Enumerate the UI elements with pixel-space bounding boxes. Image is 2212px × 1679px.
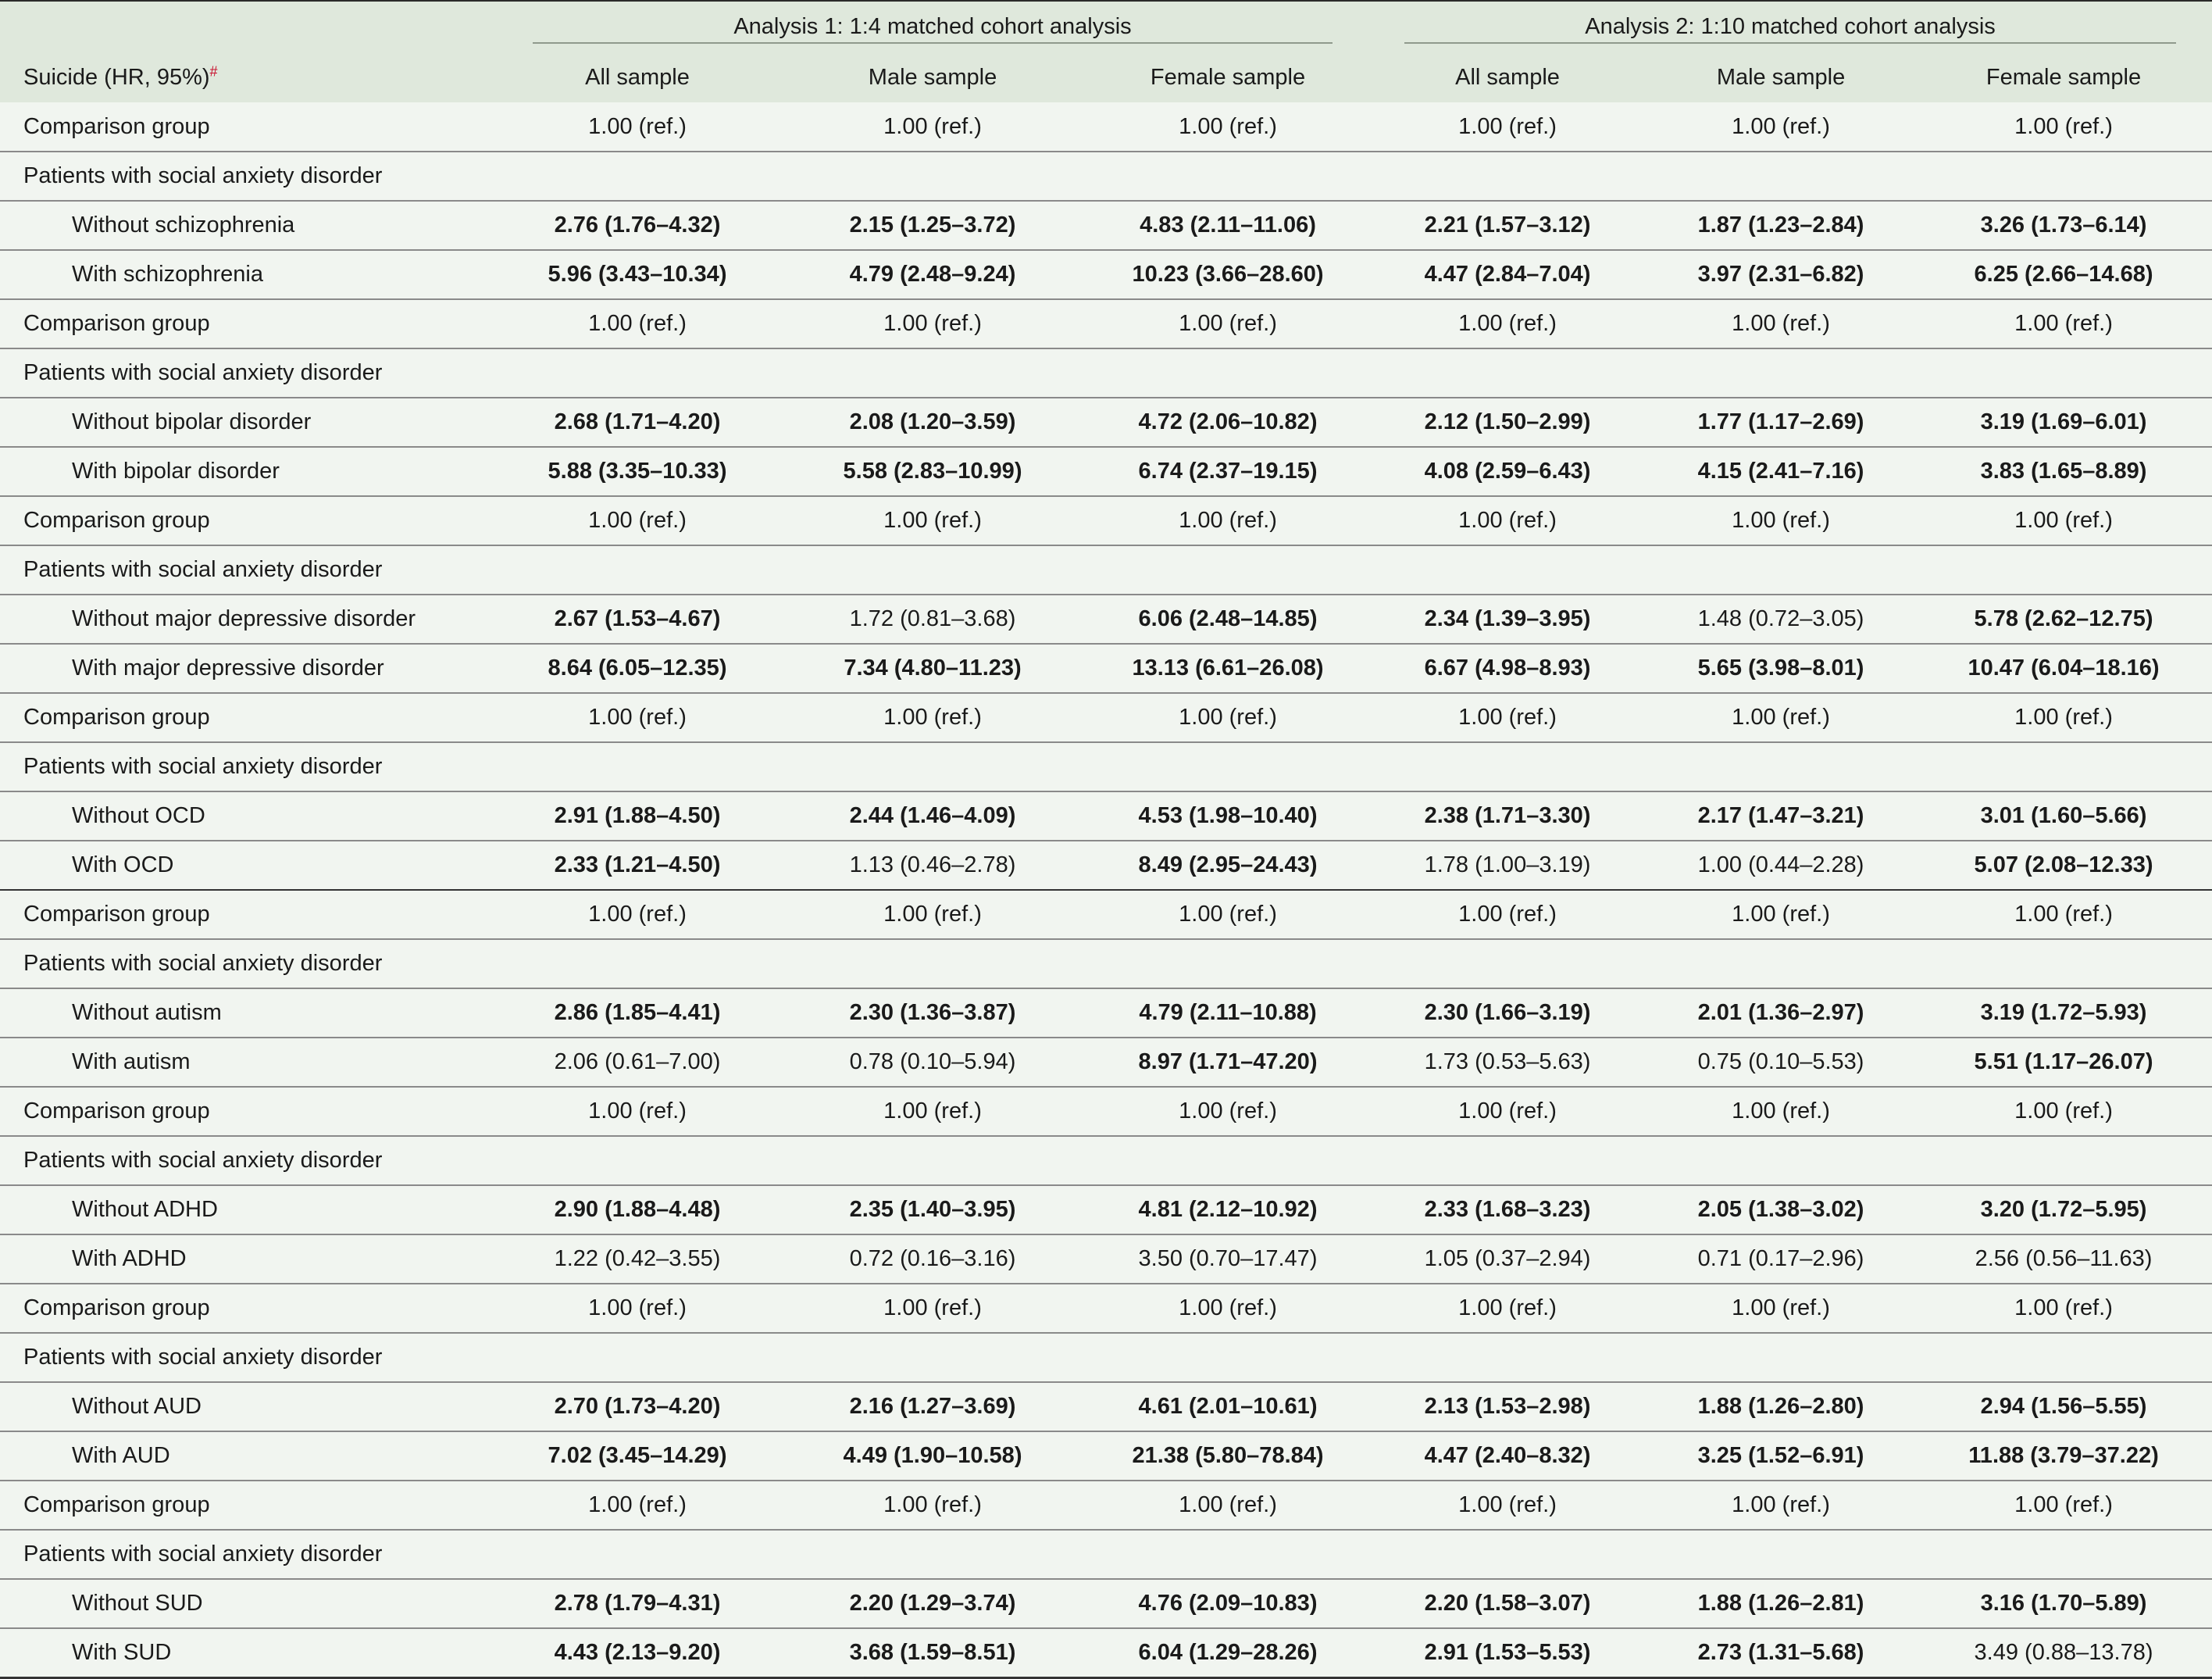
table-cell: 2.16 (1.27–3.69) (849, 1394, 1016, 1419)
table-cell: 1.00 (ref.) (1179, 1492, 1277, 1517)
row-label: Patients with social anxiety disorder (23, 360, 383, 385)
table-cell: 1.00 (ref.) (883, 113, 982, 139)
table-cell: 4.08 (2.59–6.43) (1424, 459, 1591, 484)
table-cell: 5.96 (3.43–10.34) (548, 262, 727, 287)
table-row (0, 595, 2212, 644)
table-row (0, 841, 2212, 890)
table-cell: 1.00 (ref.) (2014, 113, 2113, 139)
row-label: Without OCD (72, 803, 205, 828)
table-cell: 1.00 (ref.) (1732, 705, 1830, 730)
table-cell: 1.00 (ref.) (1179, 113, 1277, 139)
row-label: With AUD (72, 1443, 170, 1468)
group-row-spacer (497, 1333, 2212, 1382)
table-cell: 2.05 (1.38–3.02) (1697, 1197, 1864, 1222)
header-group-row (0, 1, 2212, 52)
row-label: With ADHD (72, 1246, 187, 1271)
table-cell: 1.00 (ref.) (1732, 113, 1830, 139)
table-row (0, 1382, 2212, 1431)
table-cell: 1.00 (ref.) (1179, 705, 1277, 730)
header-column-row (0, 52, 2212, 102)
header-stub-blank (0, 1, 497, 52)
table-cell: 1.00 (ref.) (2014, 902, 2113, 927)
table-cell: 1.78 (1.00–3.19) (1424, 852, 1591, 877)
table-cell: 21.38 (5.80–78.84) (1132, 1443, 1324, 1468)
table-row (0, 1087, 2212, 1136)
table-row (0, 1038, 2212, 1087)
table-cell: 1.00 (ref.) (1179, 1098, 1277, 1124)
table-cell: 4.47 (2.40–8.32) (1424, 1443, 1591, 1468)
table-cell: 2.67 (1.53–4.67) (554, 606, 721, 631)
table-cell: 1.00 (ref.) (1732, 508, 1830, 533)
table-row (0, 939, 2212, 988)
row-label: Patients with social anxiety disorder (23, 1541, 383, 1566)
row-label: Without schizophrenia (72, 213, 295, 238)
column-header: All sample (585, 64, 690, 90)
table-cell: 3.83 (1.65–8.89) (1980, 459, 2147, 484)
table-cell: 8.97 (1.71–47.20) (1138, 1049, 1318, 1074)
table-row (0, 398, 2212, 447)
table-cell: 1.00 (ref.) (1732, 1098, 1830, 1124)
table-cell: 1.00 (ref.) (1458, 508, 1557, 533)
table-cell: 4.49 (1.90–10.58) (843, 1443, 1022, 1468)
table-cell: 1.13 (0.46–2.78) (849, 852, 1016, 877)
table-cell: 2.56 (0.56–11.63) (1975, 1246, 2153, 1271)
row-label: Without autism (72, 1000, 222, 1025)
table-cell: 3.50 (0.70–17.47) (1138, 1246, 1318, 1271)
table-cell: 5.65 (3.98–8.01) (1697, 656, 1864, 681)
table-cell: 1.73 (0.53–5.63) (1424, 1049, 1591, 1074)
table-cell: 1.77 (1.17–2.69) (1697, 409, 1864, 434)
table-cell: 1.00 (ref.) (2014, 1295, 2113, 1320)
group-row-spacer (497, 1136, 2212, 1185)
table-cell: 1.00 (ref.) (883, 902, 982, 927)
table-cell: 2.78 (1.79–4.31) (554, 1591, 721, 1616)
table-cell: 2.20 (1.58–3.07) (1424, 1591, 1591, 1616)
row-label: Comparison group (23, 1492, 210, 1517)
table-cell: 1.00 (ref.) (883, 508, 982, 533)
table-cell: 2.91 (1.53–5.53) (1424, 1639, 1591, 1665)
row-label: Comparison group (23, 902, 210, 927)
table-cell: 1.00 (ref.) (588, 902, 687, 927)
group-row-spacer (497, 939, 2212, 988)
table-cell: 2.91 (1.88–4.50) (554, 803, 721, 828)
table-cell: 1.00 (ref.) (883, 1492, 982, 1517)
table-row (0, 1284, 2212, 1333)
table-cell: 1.72 (0.81–3.68) (849, 606, 1016, 631)
table-cell: 1.00 (ref.) (2014, 705, 2113, 730)
table-row (0, 348, 2212, 398)
table-row (0, 1136, 2212, 1185)
row-label: With major depressive disorder (72, 656, 384, 681)
table-cell: 6.04 (1.29–28.26) (1138, 1639, 1318, 1665)
table-cell: 1.00 (ref.) (588, 508, 687, 533)
table-row (0, 693, 2212, 742)
table-cell: 5.78 (2.62–12.75) (1974, 606, 2153, 631)
table-cell: 4.43 (2.13–9.20) (554, 1639, 721, 1665)
table-cell: 1.00 (ref.) (2014, 1098, 2113, 1124)
table-cell: 2.70 (1.73–4.20) (554, 1394, 721, 1419)
table-row (0, 1431, 2212, 1481)
table-cell: 6.74 (2.37–19.15) (1138, 459, 1318, 484)
table-cell: 3.49 (0.88–13.78) (1974, 1639, 2153, 1665)
table-cell: 3.01 (1.60–5.66) (1980, 803, 2147, 828)
table-cell: 6.25 (2.66–14.68) (1974, 262, 2153, 287)
row-label: Without AUD (72, 1394, 202, 1419)
group-row-spacer (497, 152, 2212, 201)
table-cell: 2.38 (1.71–3.30) (1424, 803, 1591, 828)
table-cell: 2.13 (1.53–2.98) (1424, 1394, 1591, 1419)
table-cell: 1.00 (ref.) (1732, 1492, 1830, 1517)
table-row (0, 447, 2212, 496)
table-cell: 2.17 (1.47–3.21) (1697, 803, 1864, 828)
table-header (0, 1, 2212, 102)
row-label: With bipolar disorder (72, 459, 280, 484)
table-cell: 4.79 (2.11–10.88) (1139, 1000, 1317, 1025)
row-label: With schizophrenia (72, 262, 263, 287)
table-cell: 1.00 (0.44–2.28) (1697, 852, 1864, 877)
table-cell: 1.00 (ref.) (588, 1492, 687, 1517)
row-label: Patients with social anxiety disorder (23, 557, 383, 582)
table-cell: 1.00 (ref.) (1179, 1295, 1277, 1320)
row-label: Without major depressive disorder (72, 606, 416, 631)
row-label: Comparison group (23, 705, 210, 730)
table-cell: 4.61 (2.01–10.61) (1138, 1394, 1318, 1419)
group-row-spacer (497, 545, 2212, 595)
table-cell: 10.47 (6.04–18.16) (1968, 656, 2160, 681)
table-cell: 2.35 (1.40–3.95) (849, 1197, 1016, 1222)
table-cell: 3.25 (1.52–6.91) (1697, 1443, 1864, 1468)
table-cell: 6.06 (2.48–14.85) (1138, 606, 1318, 631)
table-cell: 3.20 (1.72–5.95) (1980, 1197, 2147, 1222)
table-cell: 2.94 (1.56–5.55) (1980, 1394, 2147, 1419)
table-row (0, 742, 2212, 791)
table-cell: 1.00 (ref.) (2014, 311, 2113, 336)
table-cell: 2.30 (1.66–3.19) (1424, 1000, 1591, 1025)
header-group-analysis-2-label: Analysis 2: 1:10 matched cohort analysis (1585, 13, 1996, 39)
table-cell: 4.15 (2.41–7.16) (1697, 459, 1864, 484)
table-row (0, 299, 2212, 348)
table-cell: 6.67 (4.98–8.93) (1424, 656, 1591, 681)
row-label: Comparison group (23, 1295, 210, 1320)
table-cell: 1.00 (ref.) (1732, 1295, 1830, 1320)
row-label: Comparison group (23, 1098, 210, 1124)
column-header: All sample (1455, 64, 1560, 90)
table-cell: 3.19 (1.69–6.01) (1980, 409, 2147, 434)
table-row (0, 250, 2212, 299)
row-label: Patients with social anxiety disorder (23, 163, 383, 188)
table-cell: 1.00 (ref.) (1458, 1098, 1557, 1124)
table-cell: 1.00 (ref.) (1458, 113, 1557, 139)
table-cell: 2.06 (0.61–7.00) (554, 1049, 721, 1074)
table-row (0, 102, 2212, 152)
group-row-spacer (497, 348, 2212, 398)
row-label: Comparison group (23, 311, 210, 336)
table-cell: 1.87 (1.23–2.84) (1697, 213, 1864, 238)
column-header: Female sample (1150, 64, 1306, 90)
row-label: Comparison group (23, 113, 210, 139)
table-cell: 2.20 (1.29–3.74) (849, 1591, 1016, 1616)
row-label: Without SUD (72, 1591, 203, 1616)
header-stub-label: Suicide (HR, 95%)# (23, 63, 218, 90)
table-row (0, 1234, 2212, 1284)
table-cell: 4.76 (2.09–10.83) (1138, 1591, 1318, 1616)
table-cell: 2.33 (1.21–4.50) (554, 852, 721, 877)
table-cell: 1.00 (ref.) (2014, 508, 2113, 533)
table-row (0, 152, 2212, 201)
table-cell: 4.83 (2.11–11.06) (1140, 213, 1316, 238)
table-cell: 1.00 (ref.) (883, 1295, 982, 1320)
row-label: Patients with social anxiety disorder (23, 951, 383, 976)
table-cell: 1.00 (ref.) (1458, 311, 1557, 336)
group-row-spacer (497, 742, 2212, 791)
table-cell: 1.88 (1.26–2.81) (1697, 1591, 1864, 1616)
table-row (0, 791, 2212, 841)
table-cell: 8.49 (2.95–24.43) (1138, 852, 1318, 877)
table-cell: 1.00 (ref.) (1732, 311, 1830, 336)
table-cell: 1.00 (ref.) (1732, 902, 1830, 927)
table-cell: 2.21 (1.57–3.12) (1424, 213, 1591, 238)
table-cell: 1.00 (ref.) (588, 1098, 687, 1124)
table-cell: 3.68 (1.59–8.51) (849, 1639, 1016, 1665)
table-cell: 11.88 (3.79–37.22) (1968, 1443, 2159, 1468)
table-cell: 2.33 (1.68–3.23) (1424, 1197, 1591, 1222)
table-cell: 1.00 (ref.) (883, 311, 982, 336)
header-group-analysis-1-label: Analysis 1: 1:4 matched cohort analysis (733, 13, 1132, 39)
table-cell: 2.12 (1.50–2.99) (1424, 409, 1591, 434)
table-cell: 1.00 (ref.) (1179, 508, 1277, 533)
table-cell: 8.64 (6.05–12.35) (548, 656, 727, 681)
table-row (0, 1481, 2212, 1530)
table-cell: 4.79 (2.48–9.24) (849, 262, 1016, 287)
table-cell: 3.19 (1.72–5.93) (1980, 1000, 2147, 1025)
table-row (0, 988, 2212, 1038)
header-group-analysis-2 (1368, 1, 2212, 52)
table-cell: 3.97 (2.31–6.82) (1697, 262, 1864, 287)
column-header: Female sample (1985, 64, 2142, 90)
table-cell: 5.58 (2.83–10.99) (843, 459, 1022, 484)
table-cell: 1.00 (ref.) (588, 311, 687, 336)
table-cell: 0.75 (0.10–5.53) (1697, 1049, 1864, 1074)
table-cell: 1.00 (ref.) (883, 705, 982, 730)
table-cell: 3.16 (1.70–5.89) (1980, 1591, 2147, 1616)
group-row-spacer (497, 1530, 2212, 1579)
table-cell: 1.00 (ref.) (1458, 1492, 1557, 1517)
header-group-analysis-1 (497, 1, 1368, 52)
table-row (0, 1579, 2212, 1628)
table-cell: 2.34 (1.39–3.95) (1424, 606, 1591, 631)
table-cell: 2.44 (1.46–4.09) (849, 803, 1016, 828)
table-cell: 1.48 (0.72–3.05) (1697, 606, 1864, 631)
table-row (0, 1530, 2212, 1579)
table-cell: 3.26 (1.73–6.14) (1980, 213, 2147, 238)
table-cell: 2.08 (1.20–3.59) (849, 409, 1016, 434)
footnote-mark: # (209, 63, 218, 79)
table-cell: 0.72 (0.16–3.16) (849, 1246, 1016, 1271)
table-cell: 1.88 (1.26–2.80) (1697, 1394, 1864, 1419)
table-cell: 2.90 (1.88–4.48) (554, 1197, 721, 1222)
table-cell: 5.07 (2.08–12.33) (1974, 852, 2153, 877)
table-cell: 1.00 (ref.) (588, 113, 687, 139)
row-label: Patients with social anxiety disorder (23, 1345, 383, 1370)
table-row (0, 496, 2212, 545)
column-header: Male sample (1716, 64, 1846, 90)
table-row (0, 644, 2212, 693)
row-label: Patients with social anxiety disorder (23, 754, 383, 779)
table-cell: 2.15 (1.25–3.72) (849, 213, 1016, 238)
table-cell: 5.51 (1.17–26.07) (1974, 1049, 2153, 1074)
table-cell: 2.73 (1.31–5.68) (1697, 1639, 1864, 1665)
table-cell: 7.34 (4.80–11.23) (844, 656, 1022, 681)
table-cell: 1.22 (0.42–3.55) (554, 1246, 721, 1271)
table-cell: 4.47 (2.84–7.04) (1424, 262, 1591, 287)
table-row (0, 201, 2212, 250)
table-cell: 4.53 (1.98–10.40) (1138, 803, 1318, 828)
table-cell: 1.00 (ref.) (1179, 902, 1277, 927)
table-cell: 1.00 (ref.) (588, 705, 687, 730)
table-cell: 1.00 (ref.) (2014, 1492, 2113, 1517)
column-header: Male sample (868, 64, 997, 90)
table-row (0, 890, 2212, 939)
table-cell: 1.00 (ref.) (1179, 311, 1277, 336)
row-label: Comparison group (23, 508, 210, 533)
table-cell: 1.00 (ref.) (1458, 705, 1557, 730)
table-cell: 0.78 (0.10–5.94) (849, 1049, 1016, 1074)
table-cell: 7.02 (3.45–14.29) (548, 1443, 727, 1468)
table-cell: 1.00 (ref.) (1458, 1295, 1557, 1320)
table-cell: 13.13 (6.61–26.08) (1132, 656, 1324, 681)
table-cell: 2.76 (1.76–4.32) (554, 213, 721, 238)
row-label: With OCD (72, 852, 174, 877)
row-label: Without ADHD (72, 1197, 218, 1222)
table-cell: 2.86 (1.85–4.41) (554, 1000, 721, 1025)
table-cell: 1.00 (ref.) (588, 1295, 687, 1320)
table-row (0, 1185, 2212, 1234)
table-cell: 1.05 (0.37–2.94) (1424, 1246, 1591, 1271)
table-cell: 4.72 (2.06–10.82) (1138, 409, 1318, 434)
table-row (0, 1333, 2212, 1382)
row-label: Patients with social anxiety disorder (23, 1148, 383, 1173)
table-cell: 10.23 (3.66–28.60) (1132, 262, 1324, 287)
row-label: Without bipolar disorder (72, 409, 312, 434)
table-cell: 1.00 (ref.) (1458, 902, 1557, 927)
table-cell: 0.71 (0.17–2.96) (1697, 1246, 1864, 1271)
row-label: With SUD (72, 1639, 172, 1665)
table-row (0, 545, 2212, 595)
table-row (0, 1628, 2212, 1677)
row-label: With autism (72, 1049, 191, 1074)
table-cell: 2.30 (1.36–3.87) (849, 1000, 1016, 1025)
table-cell: 4.81 (2.12–10.92) (1138, 1197, 1318, 1222)
table-cell: 2.68 (1.71–4.20) (554, 409, 721, 434)
table-body (0, 102, 2212, 1677)
table-cell: 1.00 (ref.) (883, 1098, 982, 1124)
table-cell: 2.01 (1.36–2.97) (1697, 1000, 1864, 1025)
table-cell: 5.88 (3.35–10.33) (548, 459, 727, 484)
